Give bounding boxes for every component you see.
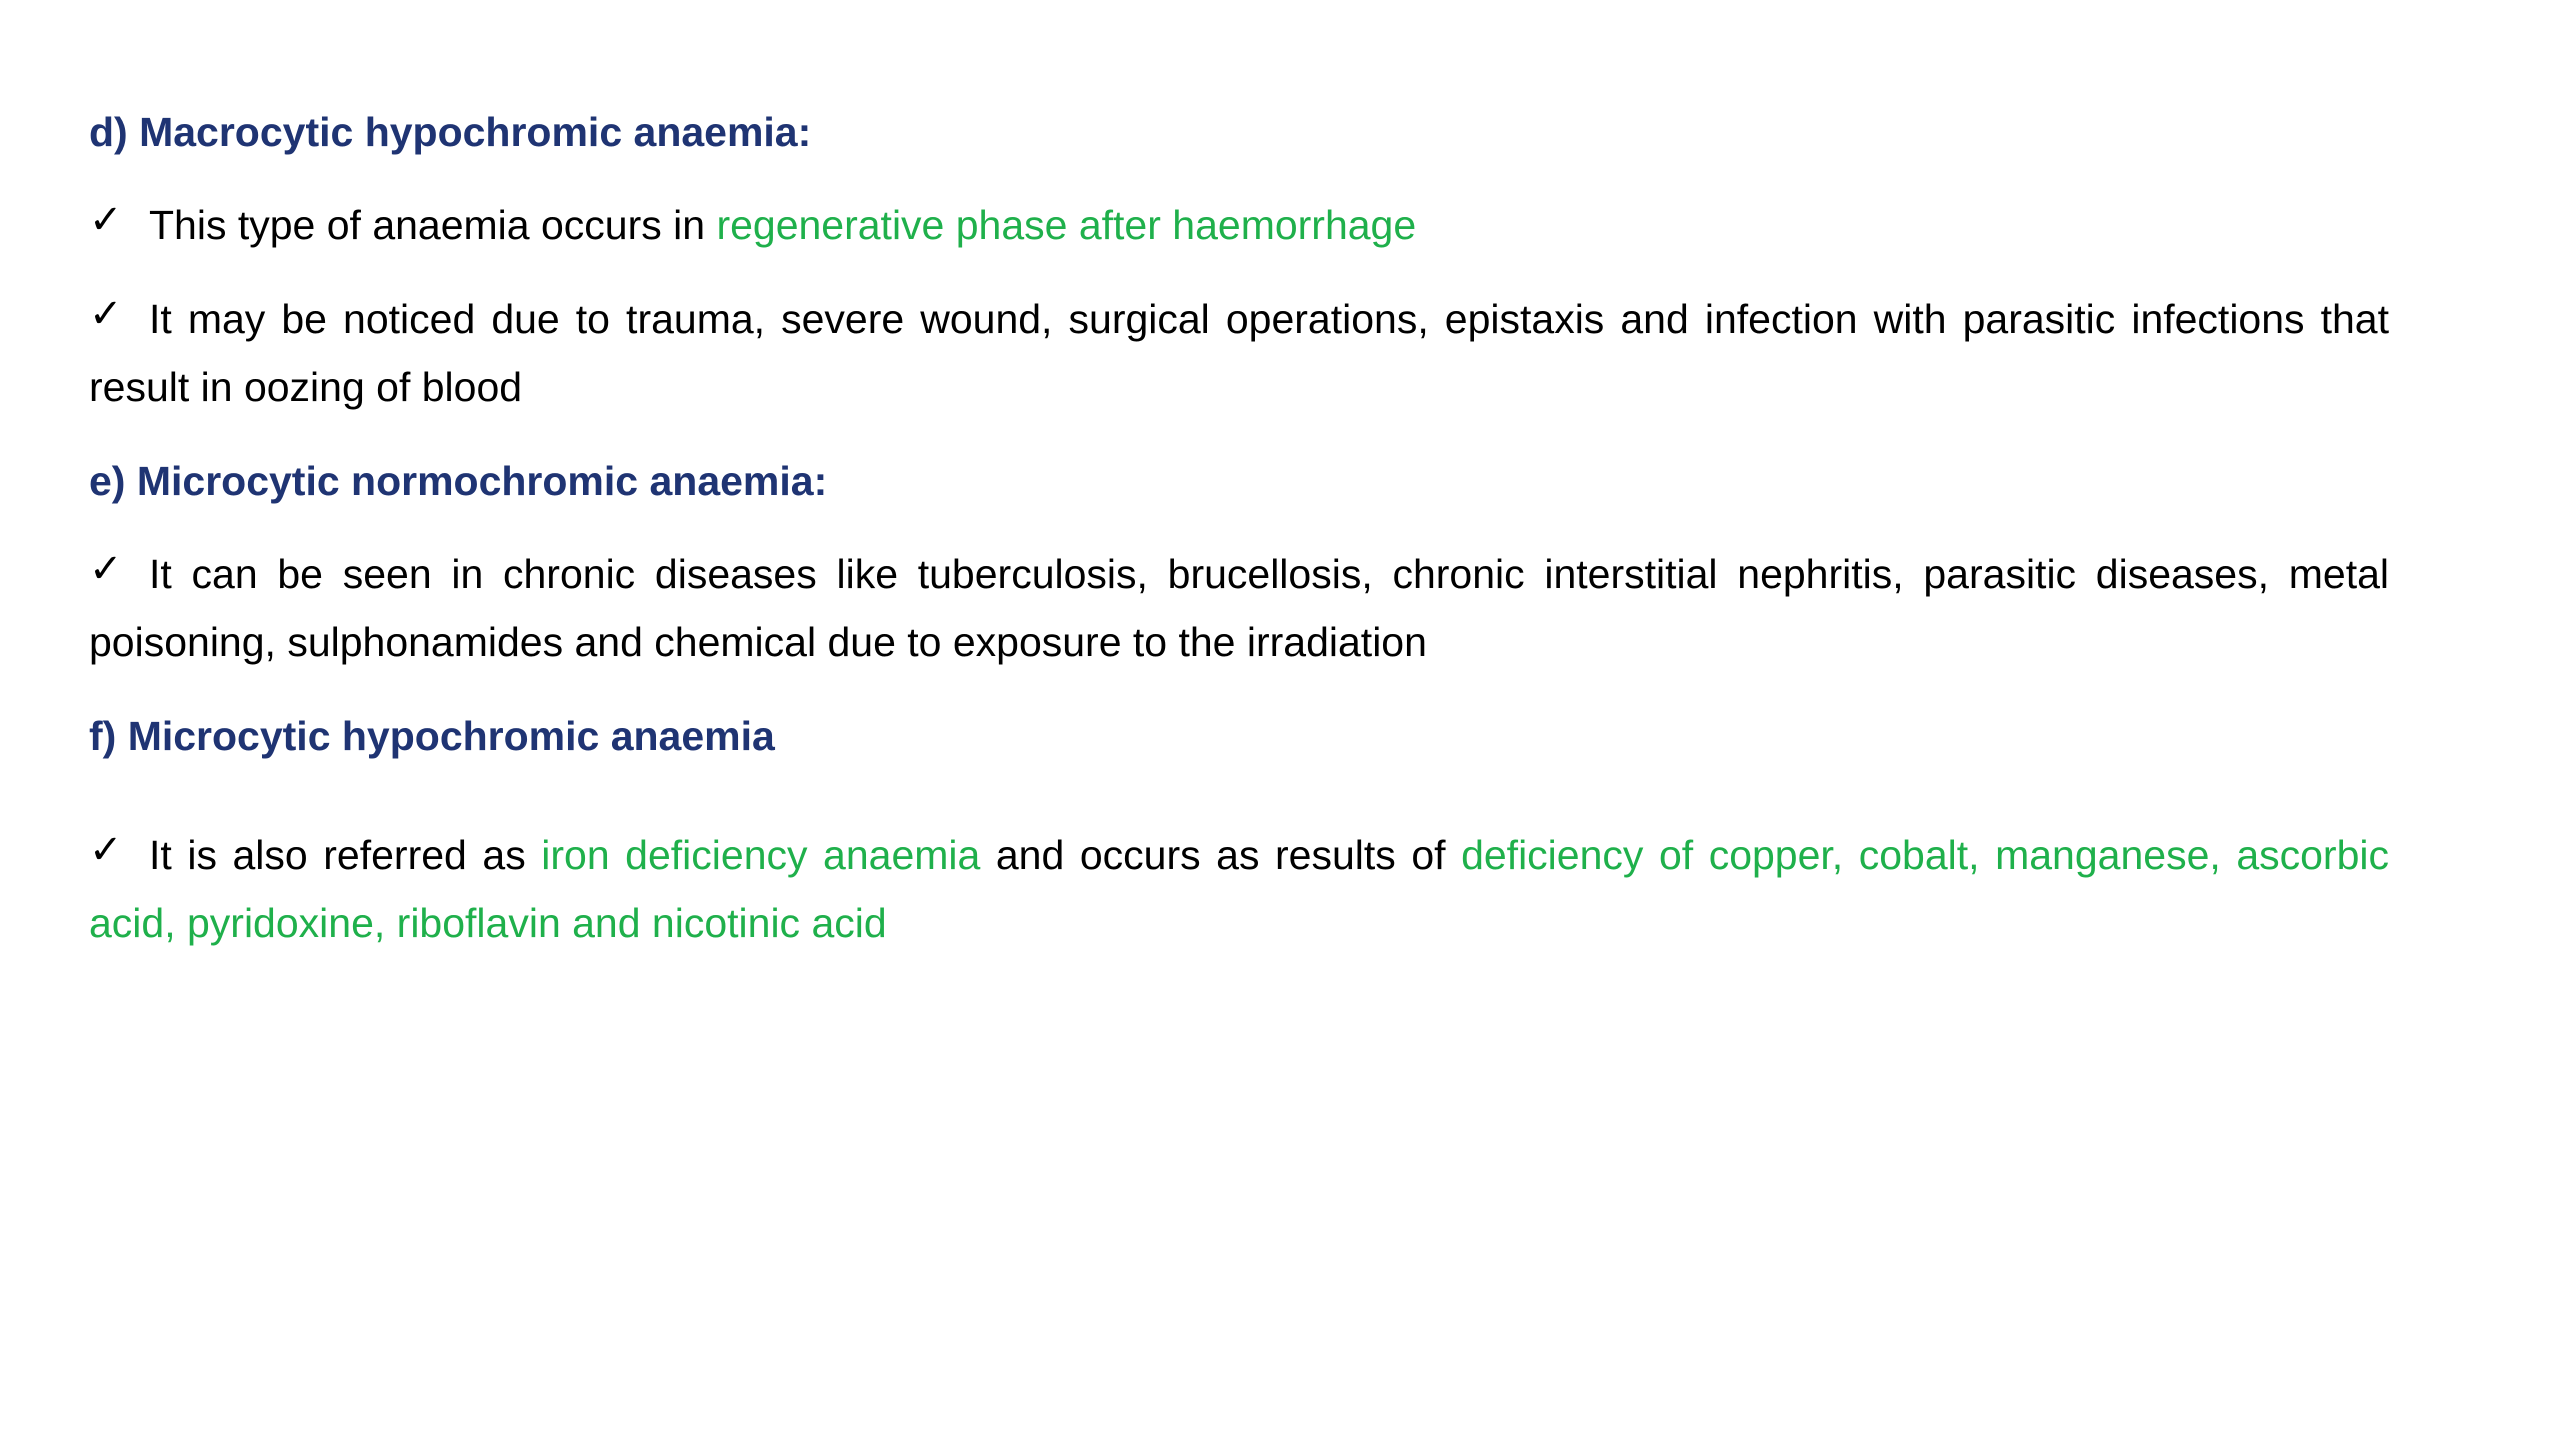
heading-microcytic-hypochromic: f) Microcytic hypochromic anaemia bbox=[89, 713, 775, 759]
bullet-d-1 bbox=[89, 192, 2389, 260]
check-mark-icon: ✓ bbox=[89, 291, 123, 337]
bullet-f-1-text-middle: and occurs as results of bbox=[980, 832, 1462, 878]
slide-content bbox=[89, 98, 2389, 957]
check-mark-icon: ✓ bbox=[89, 197, 123, 243]
heading-microcytic-normochromic: e) Microcytic normochromic anaemia: bbox=[89, 458, 828, 504]
heading-macrocytic-hypochromic: d) Macrocytic hypochromic anaemia: bbox=[89, 109, 812, 155]
bullet-e-1-text: It can be seen in chronic diseases like tuberculosis, brucellosis, chronic interstitial nephritis, parasitic diseases, metal poisoning, sulphonamides and chemical due to exposure to the irradiation bbox=[89, 551, 2389, 665]
check-mark-icon: ✓ bbox=[89, 827, 123, 873]
bullet-e-1 bbox=[89, 541, 2389, 676]
bullet-f-1-highlight-iron: iron deficiency anaemia bbox=[541, 832, 981, 878]
bullet-f-1-text-before: It is also referred as bbox=[149, 832, 542, 878]
check-mark-icon: ✓ bbox=[89, 546, 123, 592]
bullet-f-1-highlight-deficiency: deficiency of copper, cobalt, manganese, ascorbic acid, pyridoxine, riboflavin and nicotinic acid bbox=[89, 832, 2389, 946]
bullet-d-2 bbox=[89, 286, 2389, 421]
bullet-d-2-text: It may be noticed due to trauma, severe wound, surgical operations, epistaxis and infection with parasitic infections that result in oozing of blood bbox=[89, 296, 2389, 410]
bullet-d-1-text: This type of anaemia occurs in bbox=[149, 202, 717, 248]
bullet-f-1 bbox=[89, 822, 2389, 957]
bullet-d-1-highlight: regenerative phase after haemorrhage bbox=[716, 202, 1417, 248]
